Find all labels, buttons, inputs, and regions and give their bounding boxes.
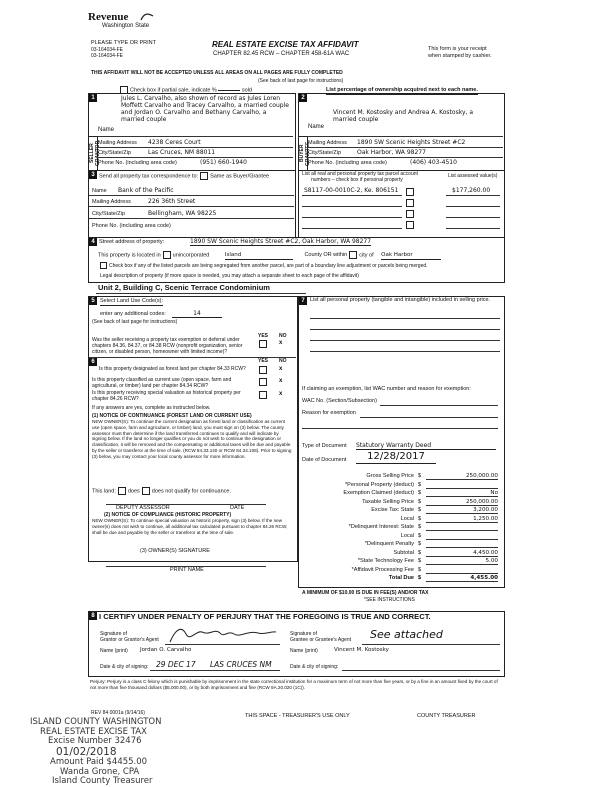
stamp-line-5: Amount Paid $4455.00 <box>50 757 148 767</box>
amount-row <box>302 498 500 506</box>
stamp-line-4: 01/02/2018 <box>56 745 117 758</box>
yes-header-2: YES <box>258 358 269 364</box>
land-use-code[interactable]: 14 <box>172 310 222 318</box>
county-treasurer-label: COUNTY TREASURER <box>417 713 476 719</box>
amount-label: Exemption Claimed (deduct) <box>343 490 414 496</box>
personal-property-label: List all personal property (tangible and intangible) included in selling price. <box>310 297 491 303</box>
located-row <box>98 251 441 260</box>
form-title: REAL ESTATE EXCISE TAX AFFIDAVIT <box>212 40 359 49</box>
buyer-city-label: City/State/Zip <box>308 150 342 156</box>
buyer-mailing-value[interactable]: 1890 SW Scenic Heights Street #C2 <box>357 139 466 146</box>
amount-value[interactable]: 250,000.00 <box>426 498 498 506</box>
buyer-phone-label: Phone No. (including area code) <box>308 160 387 166</box>
parcel-header-1: List all real and personal property tax parcel account <box>302 171 418 177</box>
buyer-side-label: BUYER GRANTEE <box>298 136 308 171</box>
buyer-mailing-label: Mailing Address <box>308 140 347 146</box>
section-5-badge: 5 <box>89 297 97 305</box>
sold-label: sold <box>241 87 252 94</box>
amount-row <box>302 574 500 582</box>
section-4-badge: 4 <box>89 238 97 246</box>
amount-value[interactable]: 4,450.00 <box>426 549 498 557</box>
notice-2-body: NEW OWNER(S): To continue special valuation as historic property, sign (3) below. If the new owner(s) does not wish to continue, all additional tax calculated pursuant to chapter 84.26 RCW, shall be due and payable by the seller or transferor at the time of sale. <box>92 518 288 535</box>
tax-corr-name-label: Name <box>92 188 107 194</box>
no-header-1: NO <box>279 333 287 339</box>
seller-phone-value[interactable]: (951) 660-1940 <box>200 159 247 166</box>
q-nonprofit: Was the seller receiving a property tax exemption or deferral under chapters 84.36, 84.37, or 84.38 RCW (nonprofit organization, senior citizen, or disabled person, homeowner with limited income)? <box>92 337 243 355</box>
tax-corr-mailing-label: Mailing Address <box>92 199 131 205</box>
rev-number: REV 84 0001a (9/14/16) <box>91 710 145 716</box>
grantor-city-value[interactable]: LAS CRUCES NM <box>210 660 272 669</box>
grantor-name-label: Name (print) <box>100 648 128 654</box>
currency-symbol: $ <box>418 532 422 539</box>
parcel-header-2: numbers – check box if personal property <box>311 177 403 183</box>
receipt-note-1: This form is your receipt <box>428 46 487 52</box>
grantor-sig-label-2: Grantor or Grantor's Agent <box>100 637 159 643</box>
currency-symbol: $ <box>418 575 422 581</box>
tax-corr-phone-label: Phone No. (including area code) <box>92 223 171 229</box>
amount-row <box>302 540 500 548</box>
segregated-checkbox[interactable] <box>100 262 107 269</box>
notice-1-title: (1) NOTICE OF CONTINUANCE (FOREST LAND OR CURRENT USE) <box>92 413 252 419</box>
stamp-line-2: REAL ESTATE EXCISE TAX <box>40 726 147 737</box>
personal-property-checkbox-1[interactable] <box>406 188 414 196</box>
legal-description-value[interactable]: Unit 2, Building C, Scenic Terrace Condominium <box>98 283 270 292</box>
amount-value[interactable] <box>426 566 498 574</box>
historic-no-mark[interactable]: x <box>279 391 283 397</box>
legal-description-label: Legal description of property (if more space is needed, you may attach a separate sheet to each page of the affidavit) <box>100 273 359 279</box>
grantor-date-label: Date & city of signing: <box>100 664 149 670</box>
amount-label: Local <box>400 532 414 539</box>
exemption-claim-label: If claiming an exemption, list WAC number and reason for exemption: <box>302 386 471 392</box>
amount-row <box>302 481 500 489</box>
does-not-checkbox[interactable] <box>142 487 150 495</box>
form-number-1: 03-164034-FE <box>91 47 123 53</box>
amount-label: *Affidavit Processing Fee <box>351 566 414 573</box>
continuance-row <box>92 487 231 495</box>
assessed-header: List assessed value(s) <box>448 173 498 179</box>
q-historic: Is this property receiving special valuation as historical property per chapter 84.26 RCW? <box>92 390 241 402</box>
grantee-date-label: Date & city of signing: <box>290 664 339 670</box>
amount-row <box>302 489 500 497</box>
receipt-note-2: when stamped by cashier. <box>428 53 492 59</box>
please-type: PLEASE TYPE OR PRINT <box>91 40 157 46</box>
current-use-no-mark[interactable]: x <box>279 378 283 384</box>
amount-value[interactable]: 3,200.00 <box>426 506 498 514</box>
this-land-label: This land: <box>92 488 116 495</box>
currency-symbol: $ <box>418 549 422 556</box>
currency-symbol: $ <box>418 515 422 522</box>
partial-sale-label: Check box if partial sale, indicate % <box>130 87 217 94</box>
buyer-phone-value[interactable]: (406) 403-4510 <box>410 159 457 166</box>
section-7-badge: 7 <box>299 297 307 305</box>
see-back-header: (See back of last page for instructions) <box>258 78 344 84</box>
amount-value[interactable] <box>426 540 498 548</box>
amount-label: *Delinquent Penalty <box>364 541 414 547</box>
city-of-label: city of <box>359 252 374 259</box>
section-3-badge: 3 <box>89 171 97 179</box>
notice-1-body: NEW OWNER(S): To continue the current designation as forest land or classification as current use (open space, farm and agriculture, or timber) land, you must sign on (3) below. The county assessor must then determine if the land transferred continues to qualify and will indicate by signing below. If the land no longer qualifies or you do not wish to continue the designation or classification, it will be removed and the compensating or additional taxes will be due and payable by the seller or transferor at the time of sale. (RCW 84.33.140 or RCW 84.34.108). Prior to signing (3) below, you may contact your local county assessor for more information. <box>92 419 292 459</box>
grantor-date-value[interactable]: 29 DEC 17 <box>156 660 196 669</box>
section-2-badge: 2 <box>299 94 307 102</box>
seller-mailing-label: Mailing Address <box>98 140 137 146</box>
perjury-notice: Perjury: Perjury is a class C felony which is punishable by imprisonment in the state correctional institution for a maximum term of not more than five years, or by a fine in an amount fixed by the court of not more than five thousand dollars ($5,000.00), or by both imprisonment and fine (RCW 9A.20.020 (1C)). <box>90 679 498 690</box>
city-checkbox[interactable] <box>349 251 357 259</box>
buyer-name-label: Name <box>308 124 325 130</box>
nonprofit-no-mark[interactable]: x <box>279 340 283 346</box>
currency-symbol: $ <box>418 541 422 547</box>
current-use-yes-checkbox[interactable] <box>259 378 267 386</box>
amount-label: Gross Selling Price <box>366 473 414 479</box>
owner-signature-label: (3) OWNER(S) SIGNATURE <box>140 548 210 554</box>
certify-statement: I CERTIFY UNDER PENALTY OF PERJURY THAT THE FOREGOING IS TRUE AND CORRECT. <box>99 612 431 621</box>
land-use-label: Select Land Use Code(s): <box>100 298 163 304</box>
county-label: County OR within <box>304 252 348 259</box>
additional-codes-label: enter any additional codes: <box>100 311 166 317</box>
not-accepted-warning: THIS AFFIDAVIT WILL NOT BE ACCEPTED UNLESS ALL AREAS ON ALL PAGES ARE FULLY COMPLETED <box>91 70 343 76</box>
personal-property-checkbox-4[interactable] <box>406 221 414 229</box>
form-number-2: 03-164034-FE <box>91 53 123 59</box>
currency-symbol: $ <box>418 490 422 496</box>
same-as-buyer-label: Same as Buyer/Grantee <box>210 173 270 180</box>
amount-row <box>302 532 500 540</box>
tax-corr-name-value[interactable]: Bank of the Pacific <box>118 187 174 194</box>
street-label: Street address of property: <box>99 239 165 245</box>
stamp-line-1: ISLAND COUNTY WASHINGTON <box>30 717 162 727</box>
parcel-number[interactable]: S8117-00-0010C-2, Ke. 806151 <box>304 187 399 194</box>
amount-row <box>302 557 500 565</box>
amount-row <box>302 515 500 523</box>
land-use-see-back: (See back of last page for instructions) <box>92 319 178 325</box>
city-value[interactable]: Oak Harbor <box>381 252 441 260</box>
forest-no-mark[interactable]: x <box>279 366 283 372</box>
amount-row <box>302 549 500 557</box>
grantee-sig-label-1: Signature of <box>290 631 317 637</box>
segregated-row <box>98 262 428 269</box>
seller-mailing-value[interactable]: 4238 Ceres Court <box>148 139 201 146</box>
grantee-name-label: Name (print) <box>290 648 318 654</box>
buyer-name-value[interactable]: Vincent M. Kostosky and Andrea A. Kostosky, a married couple <box>333 109 474 123</box>
nonprofit-yes-checkbox[interactable] <box>259 340 267 348</box>
amount-row <box>302 472 500 480</box>
currency-symbol: $ <box>418 481 422 488</box>
tax-corr-label: Send all property tax correspondence to: <box>99 173 199 180</box>
amount-label: Subtotal <box>393 549 414 556</box>
wac-label: WAC No. (Section/Subsection) <box>302 398 377 404</box>
no-header-2: NO <box>279 358 287 364</box>
reason-label: Reason for exemption <box>302 410 356 416</box>
treasurer-only: THIS SPACE - TREASURER'S USE ONLY <box>245 713 350 719</box>
grantee-signature[interactable]: See attached <box>370 628 443 641</box>
stamp-line-6: Wanda Grone, CPA <box>60 766 140 777</box>
amount-value[interactable]: 5.00 <box>426 557 498 565</box>
amount-label: *State Technology Fee <box>357 558 414 564</box>
amount-label: Taxable Selling Price <box>362 498 414 505</box>
tax-corr-city-label: City/State/Zip <box>92 211 126 217</box>
wave-icon <box>140 12 154 22</box>
grantor-name-value[interactable]: Jordan O. Carvalho <box>140 647 192 653</box>
street-value[interactable]: 1890 SW Scenic Heights Street #C2, Oak Harbor, WA 98277 <box>190 238 372 245</box>
county-value[interactable]: Island <box>225 252 293 260</box>
deputy-date-label: DATE <box>230 505 245 511</box>
treasurer-stamp <box>30 718 210 787</box>
seller-side-label: SELLER GRANTOR <box>88 136 98 171</box>
doc-date-label: Date of Document <box>302 457 347 463</box>
amount-value[interactable]: 1,250.00 <box>426 515 498 523</box>
tax-corr-mailing-value[interactable]: 226 36th Street <box>148 198 196 205</box>
amount-value[interactable] <box>426 532 498 540</box>
located-in-label: This property is located in <box>98 252 161 259</box>
buyer-city-value[interactable]: Oak Harbor, WA 98277 <box>357 149 426 156</box>
q-forest: Is this property designated as forest land per chapter 84.33 RCW? <box>99 366 246 372</box>
currency-symbol: $ <box>418 507 422 513</box>
doc-date-value[interactable]: 12/28/2017 <box>356 451 436 464</box>
currency-symbol: $ <box>418 558 422 564</box>
amount-label: *Personal Property (deduct) <box>344 481 414 488</box>
seller-city-value[interactable]: Las Cruces, NM 88011 <box>148 149 216 156</box>
list-percentage-note: List percentage of ownership acquired next to each name. <box>326 87 478 93</box>
seller-name-value[interactable]: Jules L. Carvalho, also shown of record as Jules Loren Moffett Carvalho and Tracey Carvalho, a married couple and Jordan O. Carvalho and Bethany Carvalho, a married couple <box>121 95 289 123</box>
historic-yes-checkbox[interactable] <box>259 391 267 399</box>
grantor-sig-label-1: Signature of <box>100 631 127 637</box>
seller-name-label: Name <box>98 127 115 133</box>
grantee-name-value[interactable]: Vincent M. Kostosky <box>334 647 389 653</box>
personal-property-checkbox-3[interactable] <box>406 210 414 218</box>
amount-value[interactable]: No <box>426 489 498 497</box>
section-1-badge: 1 <box>89 94 97 102</box>
amount-value[interactable] <box>426 523 498 531</box>
notice-2-title: (2) NOTICE OF COMPLIANCE (HISTORIC PROPERTY) <box>104 512 232 518</box>
logo-subtitle: Washington State <box>102 23 150 29</box>
yes-header-1: YES <box>258 333 269 339</box>
forest-yes-checkbox[interactable] <box>259 366 267 374</box>
tax-corr-city-value[interactable]: Bellingham, WA 98225 <box>148 210 217 217</box>
section-8-badge: 8 <box>89 612 97 620</box>
does-label: does <box>127 488 140 495</box>
see-instructions: *SEE INSTRUCTIONS <box>364 597 415 603</box>
amount-label: *Delinquent Interest: State <box>348 524 414 530</box>
same-as-buyer-checkbox[interactable] <box>200 172 208 180</box>
amount-label: Local <box>400 515 414 522</box>
section-6-badge: 6 <box>89 358 97 366</box>
tax-corr-row <box>99 172 269 180</box>
print-name-label: PRINT NAME <box>170 567 204 573</box>
currency-symbol: $ <box>418 498 422 505</box>
doc-type-label: Type of Document <box>302 443 347 449</box>
grantee-sig-label-2: Grantee or Grantee's Agent <box>290 637 351 643</box>
currency-symbol: $ <box>418 473 422 479</box>
partial-sale-percent-field[interactable] <box>218 90 240 91</box>
assessed-value[interactable]: $177,260.00 <box>452 187 491 194</box>
amount-row <box>302 506 500 514</box>
unincorporated-checkbox[interactable] <box>163 251 171 259</box>
stamp-line-7: Island County Treasurer <box>52 776 153 786</box>
grantor-signature[interactable] <box>168 624 278 646</box>
seller-phone-label: Phone No. (including area code) <box>98 160 177 166</box>
does-not-label: does not qualify for continuance. <box>151 488 231 495</box>
amount-value[interactable] <box>426 481 498 489</box>
amount-label: Excise Tax: State <box>371 507 414 513</box>
personal-property-checkbox-2[interactable] <box>406 199 414 207</box>
currency-symbol: $ <box>418 524 422 530</box>
amount-label: Total Due <box>388 575 414 581</box>
q-current-use: Is this property classified as current use (open space, farm and agricultural, or timber) land per chapter 84.34 RCW? <box>92 377 232 389</box>
if-any-yes: If any answers are yes, complete as instructed below. <box>92 405 211 411</box>
seller-city-label: City/State/Zip <box>98 150 132 156</box>
unincorporated-label: unincorporated <box>172 252 210 259</box>
doc-type-value[interactable]: Statutory Warranty Deed <box>356 442 496 450</box>
amount-value[interactable]: 250,000.00 <box>426 472 498 480</box>
amount-value[interactable]: 4,455.00 <box>426 574 498 582</box>
amount-row <box>302 523 500 531</box>
minimum-due-note: A MINIMUM OF $10.00 IS DUE IN FEE(S) AND/OR TAX <box>302 590 429 596</box>
currency-symbol: $ <box>418 566 422 573</box>
segregated-label: Check box if any of the listed parcels are being segregated from another parcel, are part of a boundary line adjustment or parcels being merged. <box>109 262 428 269</box>
does-checkbox[interactable] <box>118 487 126 495</box>
stamp-line-3: Excise Number 32476 <box>48 736 142 746</box>
revenue-logo <box>88 11 158 30</box>
amount-row <box>302 566 500 574</box>
form-chapter: CHAPTER 82.45 RCW – CHAPTER 458-61A WAC <box>213 51 350 57</box>
deputy-assessor-label: DEPUTY ASSESSOR <box>116 505 170 511</box>
logo-word: Revenue <box>88 11 129 23</box>
